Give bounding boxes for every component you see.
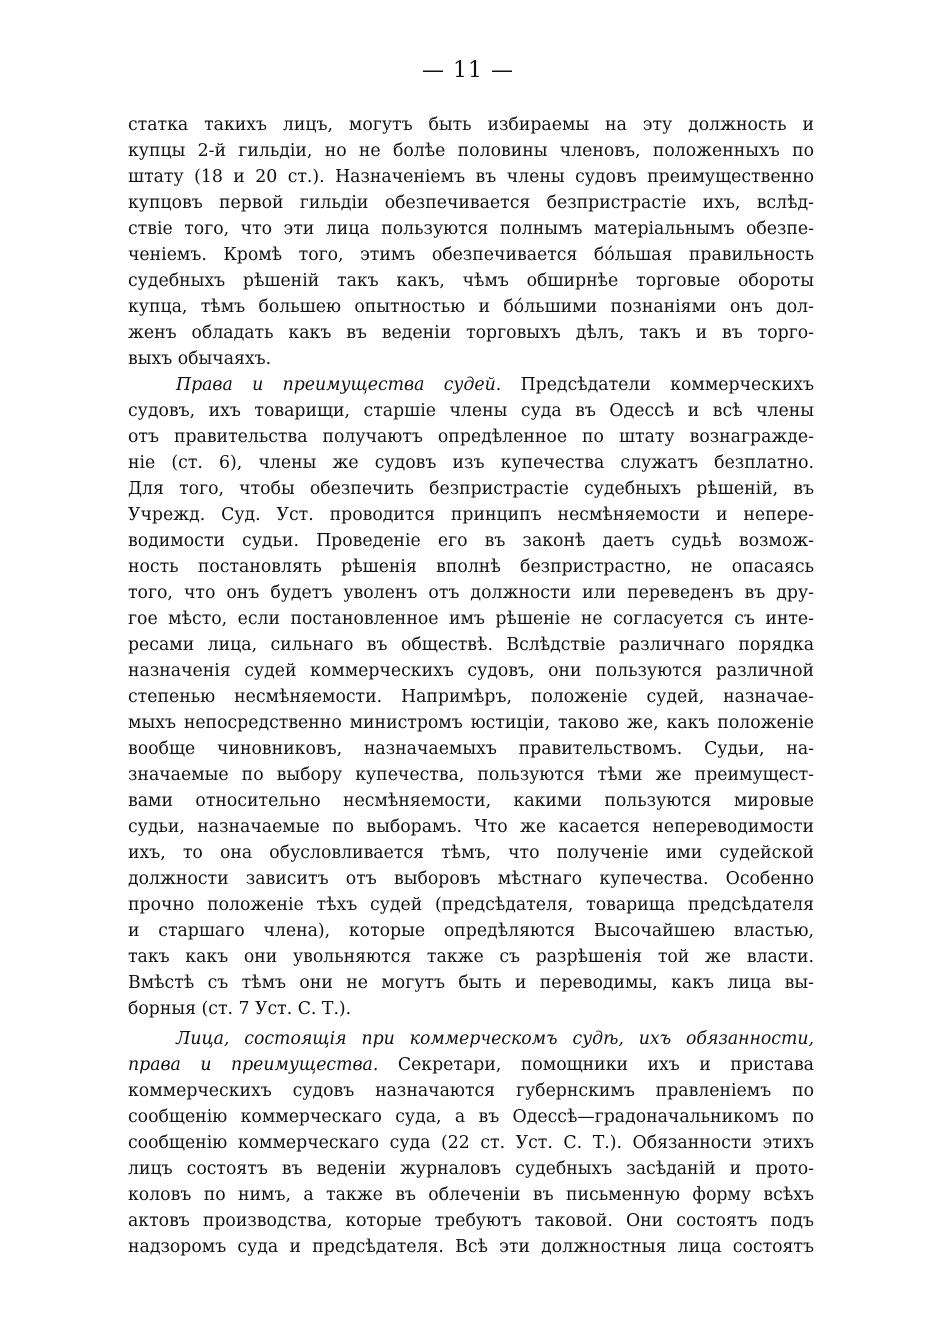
text-line: коловъ по нимъ, а также въ облеченіи въ письменную форму всѣхъ (128, 1185, 814, 1205)
text-line: назначенія судей коммерческихъ судовъ, они пользуются различной (128, 661, 814, 681)
text-line: судебныхъ рѣшеній такъ какъ, чѣмъ обширнѣе торговые обороты (128, 271, 814, 291)
text-line: ность постановлять рѣшенія вполнѣ безпристрастно, не опасаясь (128, 557, 814, 577)
text-line: водимости судьи. Проведеніе его въ законѣ даетъ судьѣ возмож- (128, 531, 814, 551)
text-line: лицъ состоятъ въ веденіи журналовъ судебныхъ засѣданій и прото- (128, 1159, 814, 1179)
text-line: отъ правительства получаютъ опредѣленное по штату вознагражде- (128, 427, 814, 447)
text-line: гое мѣсто, если постановленное имъ рѣшеніе не согласуется съ инте- (128, 609, 814, 629)
section-heading-text: Лица, состоящія при коммерческомъ судѣ, ихъ обязанности, (176, 1029, 814, 1049)
text-line: коммерческихъ судовъ назначаются губернскимъ правленіемъ по (128, 1081, 814, 1101)
paragraph-3 (128, 1026, 814, 1260)
text-line: Учрежд. Суд. Уст. проводится принципъ несмѣняемости и непере- (128, 505, 814, 525)
text-line: борныя (ст. 7 Уст. С. Т.). (128, 999, 352, 1019)
section-heading (128, 1026, 814, 1052)
section-heading: Права и преимущества судей. (176, 375, 502, 395)
text-line: прочно положеніе тѣхъ судей (предсѣдателя, товарища предсѣдателя (128, 895, 814, 915)
paragraph-1 (128, 112, 814, 372)
section-heading-text: права и преимущества. (128, 1055, 379, 1075)
text-line: надзоромъ суда и предсѣдателя. Всѣ эти должностныя лица состоятъ (128, 1237, 814, 1257)
text-line: купцы 2-й гильдіи, но не болѣе половины членовъ, положенныхъ по (128, 141, 814, 161)
text-fragment: Предсѣдатели коммерческихъ (501, 375, 814, 395)
text-line: ніе (ст. 6), члены же судовъ изъ купечества служатъ безплатно. (128, 453, 814, 473)
text-line: судьи, назначаемые по выборамъ. Что же касается непереводимости (128, 817, 814, 837)
paragraph-heading-line (128, 1052, 814, 1078)
text-line: ресами лица, сильнаго въ обществѣ. Вслѣдствіе различнаго порядка (128, 635, 814, 655)
text-line: штату (18 и 20 ст.). Назначеніемъ въ члены судовъ преимущественно (128, 167, 814, 187)
text-line: сообщенію коммерческаго суда, а въ Одессѣ—градоначальникомъ по (128, 1107, 814, 1127)
text-line: судовъ, ихъ товарищи, старшіе члены суда въ Одессѣ и всѣ члены (128, 401, 814, 421)
text-line: ихъ, то она обусловливается тѣмъ, что полученіе ими судейской (128, 843, 814, 863)
text-line: актовъ производства, которые требуютъ таковой. Они состоятъ подъ (128, 1211, 814, 1231)
text-line: должности зависитъ отъ выборовъ мѣстнаго купечества. Особенно (128, 869, 814, 889)
text-line: статка такихъ лицъ, могутъ быть избираемы на эту должность и (128, 115, 814, 135)
text-line: значаемые по выбору купечества, пользуются тѣми же преимущест- (128, 765, 814, 785)
text-line: мыхъ непосредственно министромъ юстиціи, таково же, какъ положеніе (128, 713, 814, 733)
text-line: Для того, чтобы обезпечить безпристрастіе судебныхъ рѣшеній, въ (128, 479, 814, 499)
text-line: степенью несмѣняемости. Напримѣръ, положеніе судей, назначае- (128, 687, 814, 707)
text-line: ченіемъ. Кромѣ того, этимъ обезпечивается бóльшая правильность (128, 245, 814, 265)
paragraph-first-line (128, 372, 814, 398)
text-line: того, что онъ будетъ уволенъ отъ должности или переведенъ въ дру- (128, 583, 814, 603)
text-line: купцовъ первой гильдіи обезпечивается безпристрастіе ихъ, вслѣд- (128, 193, 814, 213)
text-line: и старшаго члена), которые опредѣляются Высочайшею властью, (128, 921, 814, 941)
paragraph-2 (128, 372, 814, 1022)
text-line: выхъ обычаяхъ. (128, 349, 272, 369)
text-line: купца, тѣмъ большею опытностью и бóльшими познаніями онъ дол- (128, 297, 814, 317)
text-line: женъ обладать какъ въ веденіи торговыхъ дѣлъ, такъ и въ торго- (128, 323, 814, 343)
body-text (128, 112, 814, 1260)
text-line: Вмѣстѣ съ тѣмъ они не могутъ быть и переводимы, какъ лица вы- (128, 973, 814, 993)
text-line: вами относительно несмѣняемости, какими пользуются мировые (128, 791, 814, 811)
text-line: вообще чиновниковъ, назначаемыхъ правительствомъ. Судьи, на- (128, 739, 814, 759)
text-line: такъ какъ они увольняются также съ разрѣшенія той же власти. (128, 947, 814, 967)
page-number: — 11 — (422, 58, 514, 83)
text-line: сообщенію коммерческаго суда (22 ст. Уст. С. Т.). Обязанности этихъ (128, 1133, 814, 1153)
text-fragment: Секретари, помощники ихъ и пристава (378, 1055, 814, 1075)
text-line: ствіе того, что эти лица пользуются полнымъ матеріальнымъ обезпе- (128, 219, 814, 239)
